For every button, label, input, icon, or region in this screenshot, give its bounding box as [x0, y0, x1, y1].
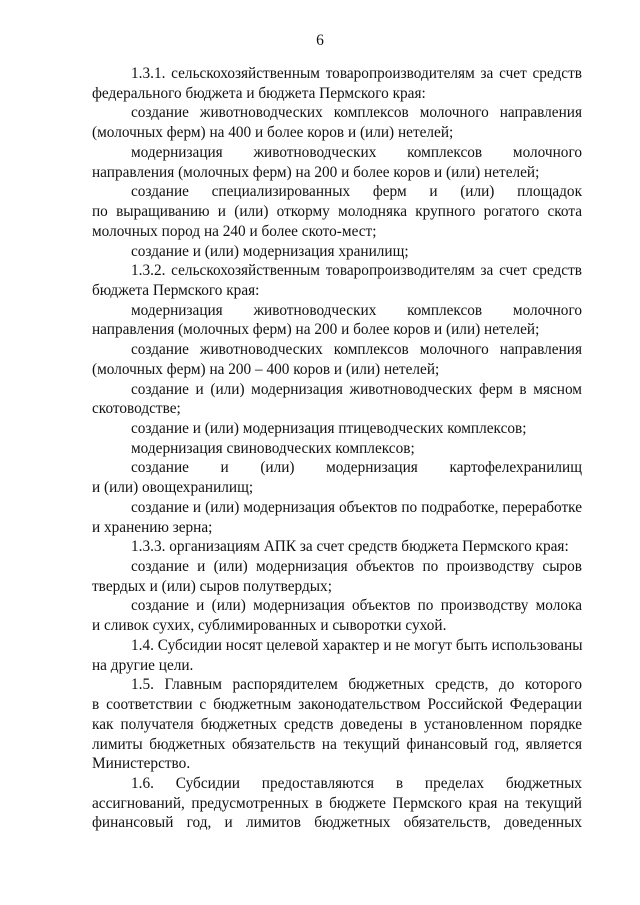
text-line: финансовый год, и лимитов бюджетных обязательств, доведенных	[92, 814, 582, 832]
text-line: 1.3.1. сельскохозяйственным товаропроизводителям за счет средств	[131, 65, 582, 82]
text-line: в соответствии с бюджетным законодательством Российской Федерации	[92, 696, 582, 713]
text-line: 1.5. Главным распорядителем бюджетных средств, до которого	[131, 676, 582, 694]
text-line: создание животноводческих комплексов молочного направления	[131, 341, 582, 359]
text-line: 1.6. Субсидии предоставляются в пределах бюджетных	[131, 774, 582, 792]
text-line: федерального бюджета и бюджета Пермского края:	[92, 84, 426, 102]
text-line: бюджета Пермского края:	[92, 281, 260, 299]
text-line: и (или) овощехранилищ;	[92, 479, 254, 497]
text-line: создание и (или) модернизация картофелехранилищ	[131, 459, 582, 477]
text-line: создание и (или) модернизация объектов по подработке, переработке	[131, 498, 582, 516]
text-line: (молочных ферм) на 200 – 400 коров и (или) нетелей;	[92, 360, 440, 378]
text-line: 1.4. Субсидии носят целевой характер и не могут быть использованы	[131, 636, 583, 654]
text-line: твердых и (или) сыров полутвердых;	[92, 577, 332, 595]
text-line: по выращиванию и (или) откорму молодняка крупного рогатого скота	[92, 203, 582, 220]
text-line: направления (молочных ферм) на 200 и более коров и (или) нетелей;	[92, 163, 540, 181]
text-line: модернизация животноводческих комплексов молочного	[131, 301, 582, 319]
text-line: молочных пород на 240 и более ското-мест;	[92, 222, 377, 240]
text-line: создание и (или) модернизация хранилищ;	[131, 242, 409, 260]
text-line: скотоводстве;	[92, 400, 181, 418]
text-line: лимиты бюджетных обязательств на текущий финансовый год, является	[92, 735, 582, 753]
text-line: модернизация свиноводческих комплексов;	[131, 439, 415, 457]
text-line: создание и (или) модернизация объектов по производству сыров	[131, 558, 582, 575]
text-line: модернизация животноводческих комплексов молочного	[131, 143, 582, 161]
text-line: создание и (или) модернизация животноводческих ферм в мясном	[131, 380, 582, 398]
text-line: создание животноводческих комплексов молочного направления	[131, 104, 582, 122]
text-line: ассигнований, предусмотренных в бюджете Пермского края на текущий	[92, 794, 582, 812]
text-line: и хранению зерна;	[92, 518, 213, 536]
text-line: 1.3.3. организациям АПК за счет средств бюджета Пермского края:	[131, 538, 569, 556]
text-line: создание и (или) модернизация птицеводческих комплексов;	[131, 420, 527, 437]
text-line: создание и (или) модернизация объектов по производству молока	[131, 597, 582, 615]
text-line: направления (молочных ферм) на 200 и более коров и (или) нетелей;	[92, 321, 540, 339]
text-line: и сливок сухих, сублимированных и сыворотки сухой.	[92, 617, 447, 635]
text-line: 1.3.2. сельскохозяйственным товаропроизводителям за счет средств	[131, 262, 582, 280]
text-line: на другие цели.	[92, 656, 194, 674]
text-line: как получателя бюджетных средств доведены в установленном порядке	[92, 715, 582, 733]
text-line: (молочных ферм) на 400 и более коров и (или) нетелей;	[92, 124, 454, 142]
text-line: Министерство.	[92, 755, 191, 773]
text-line: создание специализированных ферм и (или) площадок	[131, 183, 582, 201]
page-number: 6	[316, 32, 324, 49]
